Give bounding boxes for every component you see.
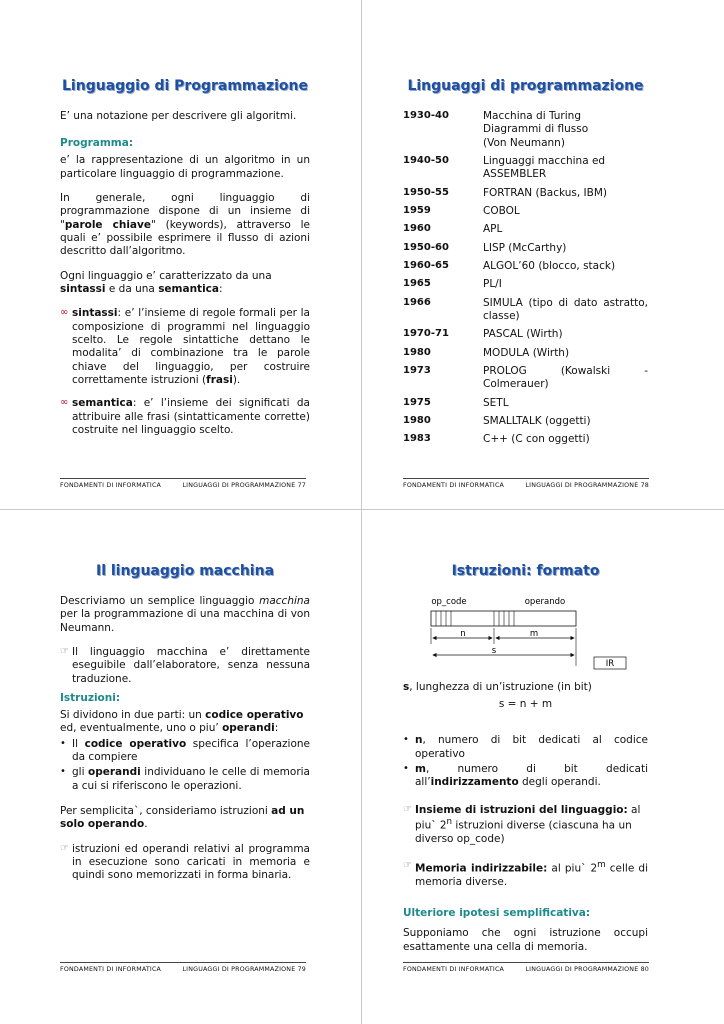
slide-77 [60,78,310,447]
timeline-row [403,433,648,446]
timeline-row [403,242,648,255]
timeline-description: PL/I [483,278,502,291]
footer-chapter-page: LINGUAGGI DI PROGRAMMAZIONE 80 [525,966,649,973]
syntax-semantics-paragraph: Ogni linguaggio e’ caratterizzato da una sintassi e da una semantica: [60,269,272,295]
label-ir: IR [605,659,615,669]
slide-title: Il linguaggio macchina [95,563,275,579]
slide-title: Istruzioni: formato [451,563,600,579]
timeline-row [403,205,648,218]
pointing-hand-icon: ☞ [60,842,69,854]
pointing-hand-icon: ☞ [60,645,69,657]
infinity-bullet-icon: ∞ [60,307,69,319]
timeline-description: COBOL [483,204,520,217]
list-item-instruction-set: ☞ Insieme di istruzioni del linguaggio: al piu` 2$^n$ istruzioni diverse (ciascuna ha un diverso op_code) [403,803,641,845]
slide-footer [403,962,649,973]
timeline-description: SMALLTALK (oggetti) [483,414,591,427]
timeline-year: 1960 [403,223,431,235]
s-definition: s, lunghezza di un’istruzione (in bit) [403,681,592,693]
timeline-row [403,110,648,150]
vertical-divider [361,0,362,1024]
bullet-dot-icon: • [403,734,409,746]
timeline-year: 1966 [403,296,431,308]
footer-chapter-page: LINGUAGGI DI PROGRAMMAZIONE 77 [182,482,306,489]
timeline-description: SIMULA (tipo di dato astratto, classe) [483,296,648,322]
timeline-description: SETL [483,396,509,409]
timeline-row [403,297,648,324]
footer-course: FONDAMENTI DI INFORMATICA [60,966,162,973]
timeline-description: LISP (McCarthy) [483,241,567,254]
timeline-description: PASCAL (Wirth) [483,328,563,341]
pointing-hand-icon: ☞ [403,860,412,872]
list-item-operandi: • gli operandi individuano le celle di memoria a cui si riferiscono le operazioni. [60,766,310,792]
timeline-row [403,328,648,341]
timeline-year: 1930-40 [403,110,449,121]
register-box [431,611,576,626]
timeline-year: 1975 [403,396,431,408]
label-operando: operando [524,597,566,607]
footer-course: FONDAMENTI DI INFORMATICA [403,482,505,489]
timeline-description: MODULA (Wirth) [483,346,570,359]
programma-definition: e’ la rappresentazione di un algoritmo in un particolare linguaggio di programmazione. [60,154,310,180]
timeline-year: 1973 [403,364,431,376]
timeline-row [403,278,648,291]
timeline-year: 1959 [403,204,431,216]
simplification-text: Per semplicita`, consideriamo istruzioni ad un solo operando. [60,804,305,831]
intro-text: E’ una notazione per descrivere gli algoritmi. [60,110,297,122]
list-item-n: • n, numero di bit dedicati al codice operativo [403,734,648,760]
formula: s = n + m [498,698,553,711]
infinity-bullet-icon: ∞ [60,397,69,409]
timeline-description: ALGOL’60 (blocco, stack) [483,259,616,272]
timeline-year: 1950-55 [403,186,449,198]
timeline-year: 1960-65 [403,259,449,271]
istruzioni-heading: Istruzioni: [60,691,121,704]
timeline-description: FORTRAN (Backus, IBM) [483,186,608,199]
timeline-row [403,365,648,392]
instruction-format-diagram [403,595,648,673]
list-item-direct-exec: ☞ Il linguaggio macchina e’ direttamente eseguibile dall’elaboratore, senza nessuna traduzione. [60,645,310,685]
timeline-row [403,223,648,236]
keywords-paragraph: In generale, ogni linguaggio di programmazione dispone di un insieme di "parole chiave" (keywords), attraverso le quali e’ possibile esprimere il flusso di azioni descritto dall’algoritmo. [60,191,310,258]
footer-course: FONDAMENTI DI INFORMATICA [60,482,162,489]
bullet-dot-icon: • [60,737,66,749]
timeline-row [403,260,648,273]
slide-title: Linguaggio di Programmazione [62,78,308,94]
list-item-m: • m, numero di bit dedicati all’indirizzamento degli operandi. [403,762,648,789]
timeline-description: PROLOG (Kowalski - Colmerauer) [483,364,648,391]
intro-text: Descriviamo un semplice linguaggio macchina per la programmazione di una macchina di von Neumann. [60,595,310,634]
timeline-row [403,397,648,410]
timeline-description: Linguaggi macchina ed ASSEMBLER [483,154,606,181]
timeline-year: 1965 [403,278,431,290]
slide-80 [403,563,648,965]
footer-course: FONDAMENTI DI INFORMATICA [403,966,505,973]
bullet-dot-icon: • [60,766,66,778]
slide-footer [403,478,649,489]
list-item-addressable-memory: ☞ Memoria indirizzabile: al piu` 2$^m$ celle di memoria diverse. [403,860,648,888]
timeline-year: 1980 [403,346,431,358]
programma-heading: Programma: [60,137,134,150]
timeline-description: C++ (C con oggetti) [483,433,590,446]
bullet-dot-icon: • [403,762,409,774]
slide-footer [60,962,306,973]
list-item-binary: ☞ istruzioni ed operandi relativi al programma in esecuzione sono caricati in memoria e quindi sono memorizzati in forma binaria. [60,842,310,882]
ulteriore-text: Supponiamo che ogni istruzione occupi esattamente una cella di memoria. [403,927,648,953]
timeline-year: 1940-50 [403,154,449,166]
timeline-description: APL [483,223,503,236]
timeline-year: 1983 [403,433,431,445]
footer-chapter-page: LINGUAGGI DI PROGRAMMAZIONE 78 [525,482,649,489]
timeline-list [403,110,648,447]
list-item-semantica: ∞ semantica: e’ l’insieme dei significati da attribuire alle frasi (sintatticamente corrette) costruite nel linguaggio scelto. [60,397,310,436]
instruction-format-svg [403,595,648,675]
slide-title: Linguaggi di programmazione [407,78,644,94]
timeline-row [403,415,648,428]
timeline-year: 1970-71 [403,328,449,340]
timeline-year: 1950-60 [403,241,449,253]
timeline-row [403,155,648,182]
timeline-description: Macchina di Turing Diagrammi di flusso (Von Neumann) [483,110,589,149]
timeline-row [403,347,648,360]
label-op-code: op_code [431,597,467,607]
slide-78 [403,78,648,452]
list-item-sintassi: ∞ sintassi: e’ l’insieme di regole formali per la composizione di programmi nel linguaggio scelto. Le regole sintattiche dettano le modalita’ di combinazione tra le parole chiave del linguaggio, per costruire correttamente istruzioni (frasi). [60,307,310,386]
slide-79 [60,563,310,893]
timeline-year: 1980 [403,414,431,426]
footer-chapter-page: LINGUAGGI DI PROGRAMMAZIONE 79 [182,966,306,973]
label-m: m [529,629,539,639]
timeline-row [403,187,648,200]
horizontal-divider [0,509,724,510]
list-item-codice-operativo: • Il codice operativo specifica l’operazione da compiere [60,737,310,763]
division-text: Si dividono in due parti: un codice operativo ed, eventualmente, uno o piu’ operandi: [60,708,304,735]
label-s: s [491,646,497,656]
slide-footer [60,478,306,489]
pointing-hand-icon: ☞ [403,803,412,815]
ulteriore-heading: Ulteriore ipotesi semplificativa: [403,907,591,920]
label-n: n [460,629,466,639]
